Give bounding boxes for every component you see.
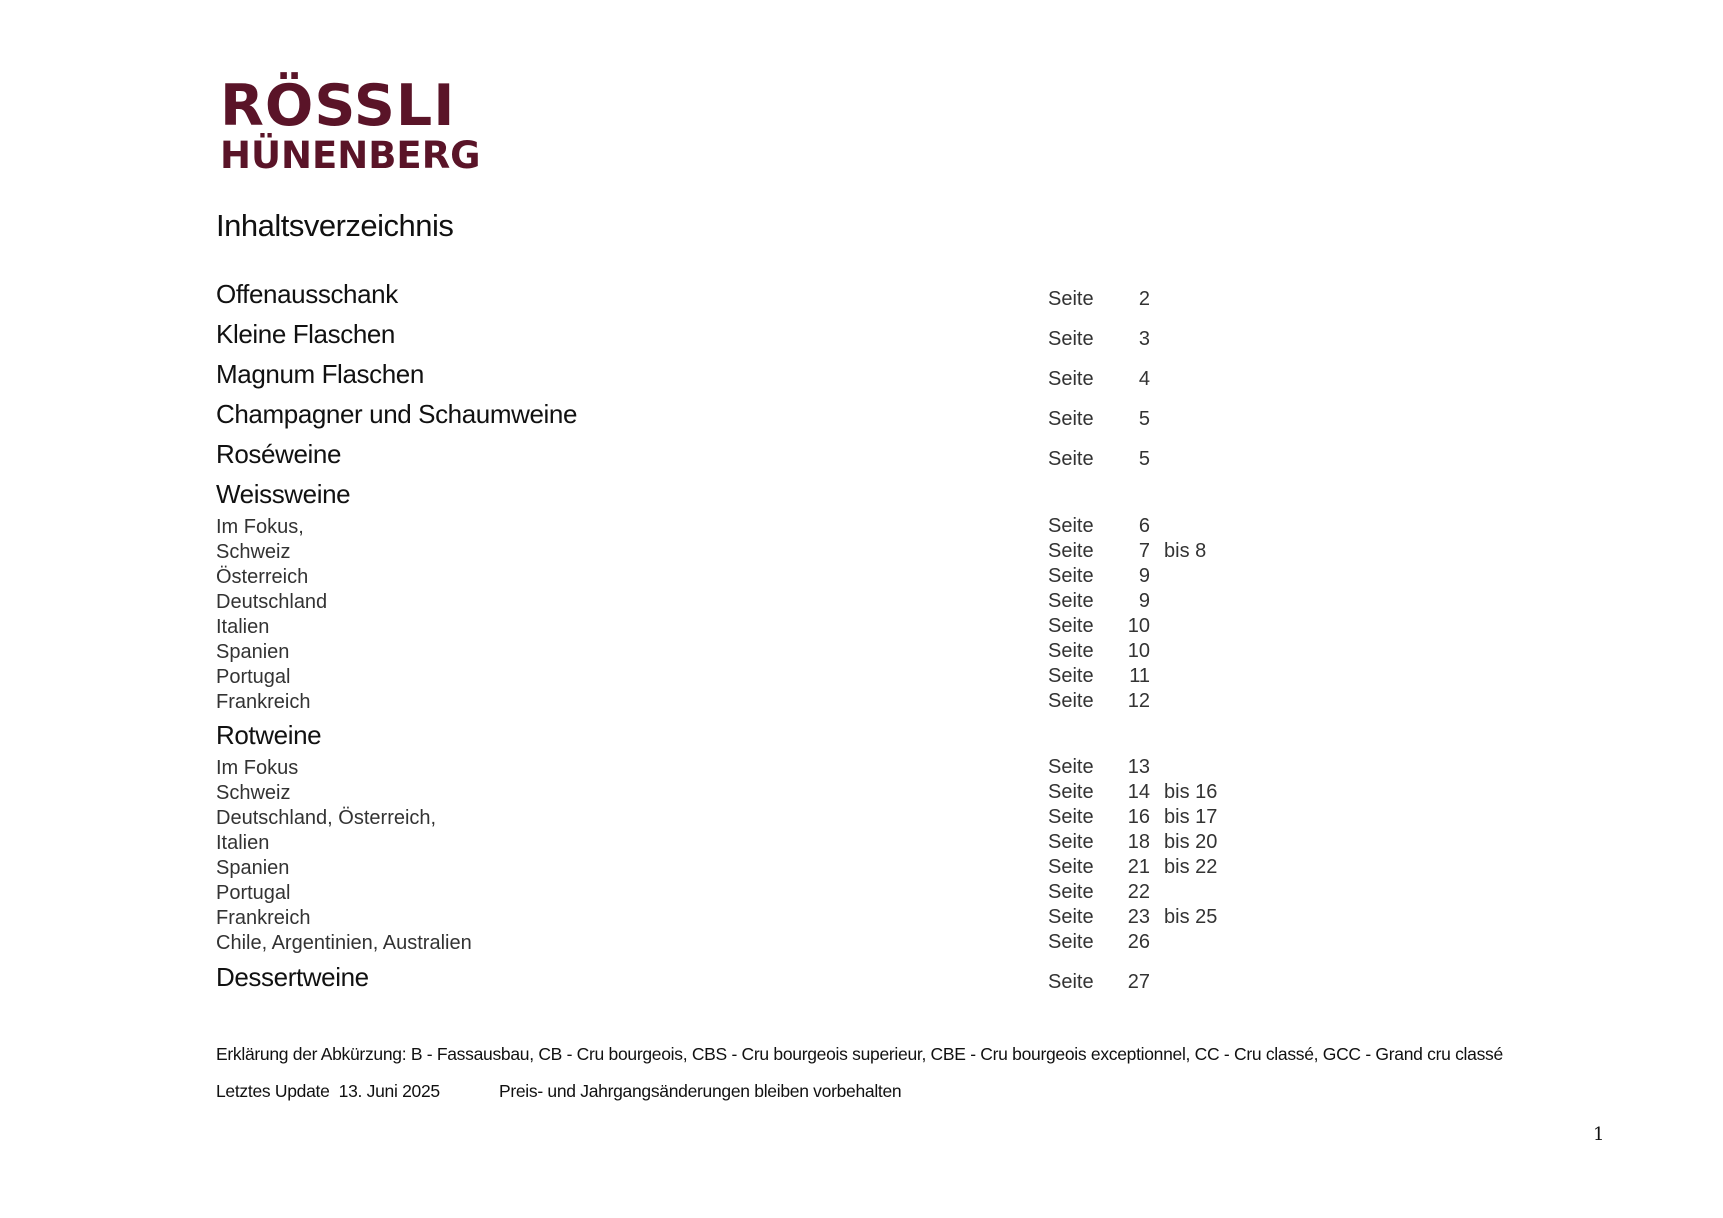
toc-entry — [216, 360, 1516, 390]
toc-page-number: 27 — [1127, 971, 1150, 993]
toc-page-number: 9 — [1138, 565, 1150, 587]
toc-page-number: 21 — [1127, 856, 1150, 878]
toc-entry — [216, 280, 1516, 310]
toc-subentry — [216, 930, 1516, 955]
toc-page-number: 2 — [1138, 288, 1150, 310]
page-title: Inhaltsverzeichnis — [216, 208, 454, 243]
toc-seite-label: Seite — [1048, 515, 1094, 537]
toc-label: Spanien — [216, 641, 290, 663]
toc-page-number: 13 — [1127, 756, 1150, 778]
toc-label: Österreich — [216, 566, 309, 588]
toc-label: Portugal — [216, 882, 291, 904]
toc-seite-label: Seite — [1048, 328, 1094, 350]
toc-seite-label: Seite — [1048, 806, 1094, 828]
toc-entry — [216, 320, 1516, 350]
toc-entry — [216, 721, 1516, 751]
toc-seite-label: Seite — [1048, 756, 1094, 778]
toc-page-range-end: bis 22 — [1164, 856, 1218, 878]
toc-subentry — [216, 780, 1516, 805]
toc-page-number: 14 — [1127, 781, 1150, 803]
abbreviation-note: Erklärung der Abkürzung: B - Fassausbau, CB - Cru bourgeois, CBS - Cru bourgeois superieur, CBE - Cru bourgeois exceptionnel, CC - Cru classé, GCC - Grand cru classé — [216, 1044, 1503, 1064]
toc-page-number: 4 — [1138, 368, 1150, 390]
toc-page-number: 11 — [1129, 665, 1150, 687]
toc-label: Italien — [216, 616, 270, 638]
brand-name-line1: RÖSSLI — [220, 73, 456, 139]
toc-seite-label: Seite — [1048, 448, 1094, 470]
page-number: 1 — [1593, 1124, 1605, 1145]
toc-label: Schweiz — [216, 782, 291, 804]
toc-label: Spanien — [216, 857, 290, 879]
toc-label: Schweiz — [216, 541, 291, 563]
toc-page-number: 22 — [1127, 881, 1150, 903]
toc-label: Deutschland — [216, 591, 328, 613]
toc-label: Chile, Argentinien, Australien — [216, 932, 472, 954]
disclaimer: Preis- und Jahrgangsänderungen bleiben vorbehalten — [498, 1081, 902, 1101]
toc-seite-label: Seite — [1048, 781, 1094, 803]
toc-seite-label: Seite — [1048, 540, 1094, 562]
toc-page-number: 10 — [1127, 640, 1150, 662]
toc-label: Italien — [216, 832, 270, 854]
toc-label: Champagner und Schaumweine — [216, 399, 578, 429]
toc-label: Im Fokus — [216, 757, 299, 779]
toc-seite-label: Seite — [1048, 906, 1094, 928]
toc-seite-label: Seite — [1048, 408, 1094, 430]
toc-seite-label: Seite — [1048, 856, 1094, 878]
toc-page-range-end: bis 16 — [1164, 781, 1218, 803]
toc-seite-label: Seite — [1048, 931, 1094, 953]
toc-page-number: 12 — [1127, 690, 1150, 712]
toc-page-range-end: bis 8 — [1164, 540, 1207, 562]
toc-seite-label: Seite — [1048, 288, 1094, 310]
toc-label: Magnum Flaschen — [216, 359, 424, 389]
toc-label: Weissweine — [216, 479, 351, 509]
toc-page-number: 6 — [1138, 515, 1150, 537]
toc-label: Rotweine — [216, 720, 322, 750]
toc-subentry — [216, 855, 1516, 880]
toc-label: Im Fokus, — [216, 516, 304, 538]
toc-subentry — [216, 689, 1516, 714]
toc-seite-label: Seite — [1048, 590, 1094, 612]
toc-subentry — [216, 539, 1516, 564]
brand-logo — [220, 73, 481, 177]
toc-label: Roséweine — [216, 439, 342, 469]
toc-seite-label: Seite — [1048, 971, 1094, 993]
toc-page-number: 5 — [1138, 448, 1150, 470]
toc-seite-label: Seite — [1048, 881, 1094, 903]
toc-subentry — [216, 514, 1516, 539]
toc-page-number: 23 — [1127, 906, 1150, 928]
toc-subentry — [216, 664, 1516, 689]
toc-subentry — [216, 564, 1516, 589]
toc-seite-label: Seite — [1048, 368, 1094, 390]
toc-label: Deutschland, Österreich, — [216, 807, 437, 829]
toc-seite-label: Seite — [1048, 690, 1094, 712]
update-label: Letztes Update — [216, 1081, 330, 1101]
toc-subentry — [216, 880, 1516, 905]
toc-label: Frankreich — [216, 691, 311, 713]
toc-entry — [216, 963, 1516, 993]
toc-seite-label: Seite — [1048, 565, 1094, 587]
toc-subentry — [216, 830, 1516, 855]
toc-label: Dessertweine — [216, 962, 369, 992]
toc-page-number: 10 — [1127, 615, 1150, 637]
toc-page-number: 7 — [1138, 540, 1150, 562]
brand-name-line2: HÜNENBERG — [220, 134, 481, 177]
toc-seite-label: Seite — [1048, 831, 1094, 853]
toc-page-number: 5 — [1138, 408, 1150, 430]
toc-entry — [216, 400, 1516, 430]
toc-page-number: 16 — [1127, 806, 1150, 828]
toc-page-range-end: bis 20 — [1164, 831, 1218, 853]
toc-entry — [216, 440, 1516, 470]
toc-label: Kleine Flaschen — [216, 319, 395, 349]
toc-page-number: 3 — [1138, 328, 1150, 350]
update-date: 13. Juni 2025 — [338, 1081, 440, 1101]
toc-seite-label: Seite — [1048, 615, 1094, 637]
toc-page-range-end: bis 25 — [1164, 906, 1218, 928]
toc-subentry — [216, 905, 1516, 930]
toc-page-range-end: bis 17 — [1164, 806, 1218, 828]
toc-seite-label: Seite — [1048, 665, 1094, 687]
toc-seite-label: Seite — [1048, 640, 1094, 662]
toc-page-number: 9 — [1138, 590, 1150, 612]
toc-subentry — [216, 805, 1516, 830]
toc-label: Offenausschank — [216, 279, 398, 309]
toc-page-number: 26 — [1127, 931, 1150, 953]
toc-label: Frankreich — [216, 907, 311, 929]
update-line — [216, 1081, 901, 1102]
toc-entry — [216, 480, 1516, 510]
toc-subentry — [216, 639, 1516, 664]
toc-subentry — [216, 614, 1516, 639]
toc-label: Portugal — [216, 666, 291, 688]
toc-page-number: 18 — [1127, 831, 1150, 853]
toc-subentry — [216, 755, 1516, 780]
toc-subentry — [216, 589, 1516, 614]
